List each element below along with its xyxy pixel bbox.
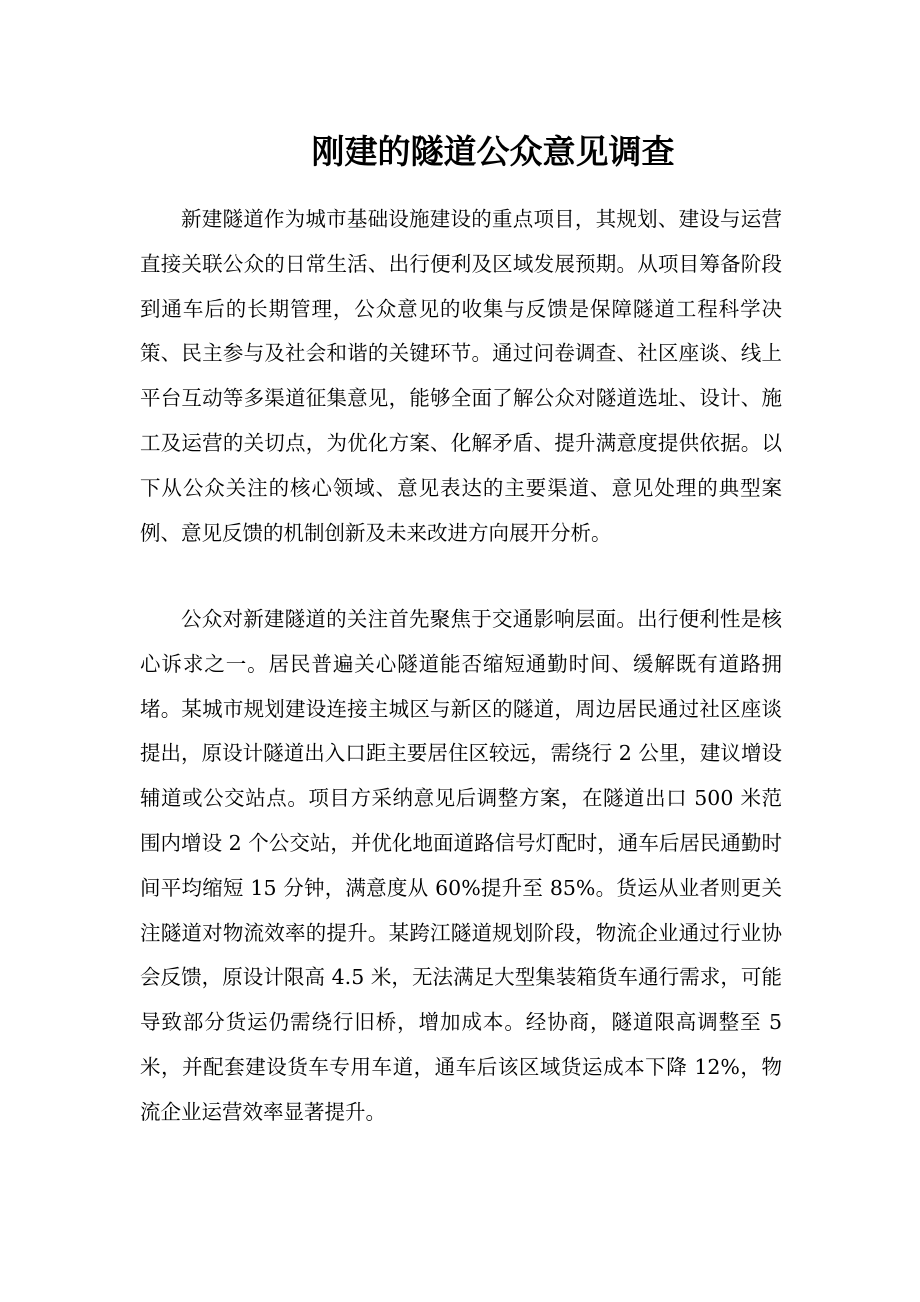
document-title: 刚建的隧道公众意见调查 [311, 132, 675, 171]
paragraph-traffic-impact: 公众对新建隧道的关注首先聚焦于交通影响层面。出行便利性是核心诉求之一。居民普遍关心隧道能否缩短通勤时间、缓解既有道路拥堵。某城市规划建设连接主城区与新区的隧道，周边居民通过社区座谈提出，原设计隧道出入口距主要居住区较远，需绕行 2 公里，建议增设辅道或公交站点。项目方采纳意见后调整方案，在隧道出口 500 米范围内增设 2 个公交站，并优化地面道路信号灯配时，通车后居民通勤时间平均缩短 15 分钟，满意度从 60%提升至 85%。货运从业者则更关注隧道对物流效率的提升。某跨江隧道规划阶段，物流企业通过行业协会反馈，原设计限高 4.5 米，无法满足大型集装箱货车通行需求，可能导致部分货运仍需绕行旧桥，增加成本。经协商，隧道限高调整至 5 米，并配套建设货车专用车道，通车后该区域货运成本下降 12%，物流企业运营效率显著提升。 [140, 607, 782, 1124]
paragraph-introduction: 新建隧道作为城市基础设施建设的重点项目，其规划、建设与运营直接关联公众的日常生活、出行便利及区域发展预期。从项目筹备阶段到通车后的长期管理，公众意见的收集与反馈是保障隧道工程科学决策、民主参与及社会和谐的关键环节。通过问卷调查、社区座谈、线上平台互动等多渠道征集意见，能够全面了解公众对隧道选址、设计、施工及运营的关切点，为优化方案、化解矛盾、提升满意度提供依据。以下从公众关注的核心领域、意见表达的主要渠道、意见处理的典型案例、意见反馈的机制创新及未来改进方向展开分析。 [140, 207, 782, 545]
